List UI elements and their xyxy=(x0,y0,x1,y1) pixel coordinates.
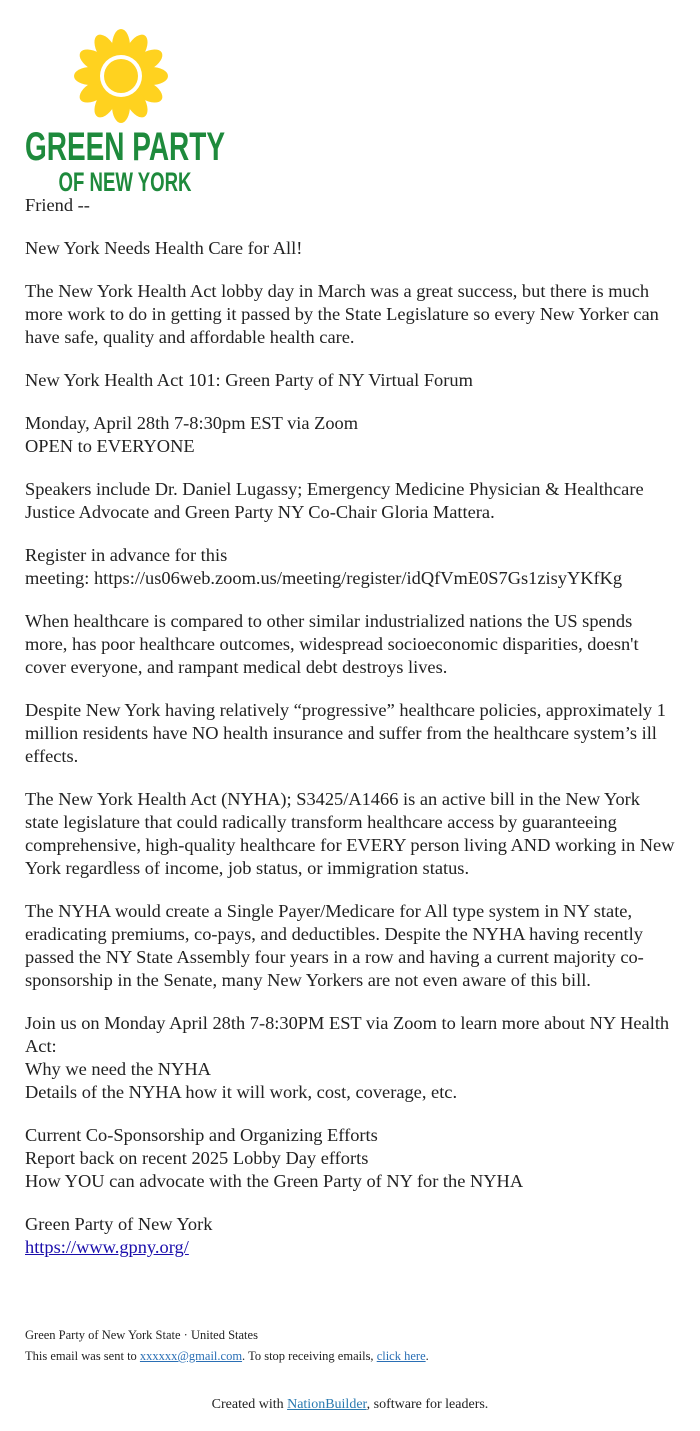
intro-paragraph: The New York Health Act lobby day in March was a great success, but there is much more work to do in getting it passed by the State Legislature so every New Yorker can have safe, quality and affordable health care. xyxy=(25,281,659,347)
created-with-line xyxy=(0,1395,700,1415)
compare-paragraph: When healthcare is compared to other similar industrialized nations the US spends more, has poor healthcare outcomes, widespread socioeconomic disparities, doesn't cover everyone, and rampant medical debt destroys lives. xyxy=(25,611,639,677)
email-body xyxy=(25,194,677,1279)
agenda-item: Details of the NYHA how it will work, cost, coverage, etc. xyxy=(25,1082,458,1102)
agenda-paragraph xyxy=(25,1124,677,1193)
footer-sent-line xyxy=(25,1346,429,1367)
forum-open: OPEN to EVERYONE xyxy=(25,436,195,456)
despite-paragraph: Despite New York having relatively “progressive” healthcare policies, approximately 1 million residents have NO health insurance and suffer from the healthcare system’s ill effects. xyxy=(25,700,666,766)
unsubscribe-link[interactable]: click here xyxy=(376,1349,426,1363)
agenda-item: How YOU can advocate with the Green Party of NY for the NYHA xyxy=(25,1171,524,1191)
recipient-email-link[interactable]: xxxxxx@gmail.com xyxy=(139,1349,243,1363)
register-line1: Register in advance for this xyxy=(25,545,228,565)
sunflower-icon xyxy=(74,29,168,123)
greeting: Friend -- xyxy=(25,195,90,215)
footer-stop-text: . To stop receiving emails, xyxy=(242,1349,377,1363)
signature: Green Party of New York xyxy=(25,1214,213,1234)
footer-org-line: Green Party of New York State · United States xyxy=(25,1328,258,1342)
headline: New York Needs Health Care for All! xyxy=(25,238,303,258)
agenda-item: Report back on recent 2025 Lobby Day efforts xyxy=(25,1148,369,1168)
website-link[interactable]: https://www.gpny.org/ xyxy=(25,1237,189,1257)
forum-details xyxy=(25,412,677,458)
gpny-logo-graphic xyxy=(23,28,228,196)
register-line2: meeting: https://us06web.zoom.us/meeting/register/idQfVmE0S7Gs1zisyYKfKg xyxy=(25,568,623,588)
logo-line2: OF NEW YORK xyxy=(58,167,192,197)
speakers-paragraph: Speakers include Dr. Daniel Lugassy; Emergency Medicine Physician & Healthcare Justice Advocate and Green Party NY Co-Chair Gloria Mattera. xyxy=(25,479,644,522)
join-line: Join us on Monday April 28th 7-8:30PM EST via Zoom to learn more about NY Health Act: xyxy=(25,1013,670,1056)
created-suffix: , software for leaders. xyxy=(366,1397,489,1412)
nyha-paragraph: The New York Health Act (NYHA); S3425/A1466 is an active bill in the New York state legislature that could radically transform healthcare access by guaranteeing comprehensive, high-quality healthcare for EVERY person living AND working in New York regardless of income, job status, or immigration status. xyxy=(25,789,675,878)
signature-block xyxy=(25,1213,677,1259)
email-footer xyxy=(25,1325,429,1367)
nationbuilder-link[interactable]: NationBuilder xyxy=(287,1397,367,1412)
join-paragraph xyxy=(25,1012,677,1104)
footer-end-period: . xyxy=(425,1349,429,1363)
logo-line1: GREEN PARTY xyxy=(25,125,226,169)
register-paragraph xyxy=(25,544,677,590)
created-prefix: Created with xyxy=(211,1397,288,1412)
single-payer-paragraph: The NYHA would create a Single Payer/Medicare for All type system in NY state, eradicating premiums, co-pays, and deductibles. Despite the NYHA having recently passed the NY State Assembly four years in a row and having a current majority co-sponsorship in the Senate, many New Yorkers are not even aware of this bill. xyxy=(25,901,644,990)
agenda-item: Current Co-Sponsorship and Organizing Efforts xyxy=(25,1125,378,1145)
gpny-logo xyxy=(23,28,228,196)
forum-title: New York Health Act 101: Green Party of NY Virtual Forum xyxy=(25,370,473,390)
footer-sent-prefix: This email was sent to xyxy=(25,1349,140,1363)
agenda-item: Why we need the NYHA xyxy=(25,1059,211,1079)
forum-date: Monday, April 28th 7-8:30pm EST via Zoom xyxy=(25,413,359,433)
